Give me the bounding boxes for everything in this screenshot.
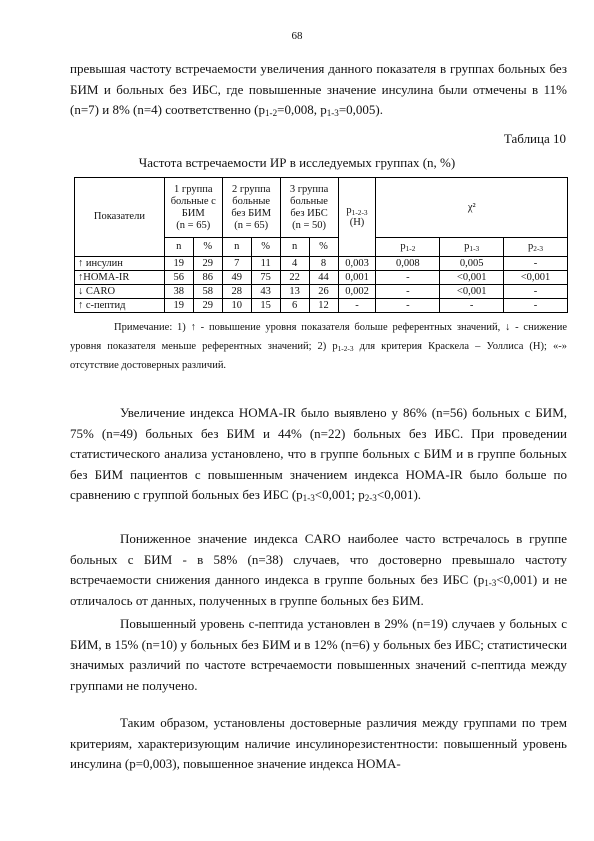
cell: 0,001 xyxy=(338,271,376,285)
header-p123: $p_{1-2-3}$ (H) xyxy=(338,178,376,257)
header-group2: 2 группа больные без БИМ (n = 65) xyxy=(222,178,280,238)
cell: 19 xyxy=(164,299,193,313)
cell: 7 xyxy=(222,257,251,271)
cell: - xyxy=(504,299,568,313)
header-group3: 3 группа больные без ИБС (n = 50) xyxy=(280,178,338,238)
cell: 15 xyxy=(251,299,280,313)
header-n: n xyxy=(222,238,251,257)
cell: 75 xyxy=(251,271,280,285)
intro-paragraph: превышая частоту встречаемости увеличения данного показателя в группах больных без БИМ и больных без ИБС, где повышенные значение инсулина были отмечены в 11% (n=7) и 8% (n=4) соответственно ($p_{1-2}=0,008$, $p_{1-3}=0,005$). xyxy=(70,61,567,118)
cell: 4 xyxy=(280,257,309,271)
page-number: 68 xyxy=(291,30,303,42)
cell: 38 xyxy=(164,285,193,299)
cell: - xyxy=(504,257,568,271)
table-row xyxy=(75,299,568,313)
cell: 86 xyxy=(193,271,222,285)
cell: <0,001 xyxy=(440,285,504,299)
cell: <0,001 xyxy=(440,271,504,285)
cell: 12 xyxy=(309,299,338,313)
cell: 11 xyxy=(251,257,280,271)
cell: 44 xyxy=(309,271,338,285)
header-chi: χ² xyxy=(376,178,568,238)
cell: 29 xyxy=(193,257,222,271)
table-note: Примечание: 1) ↑ - повышение уровня показателя больше референтных значений, ↓ - снижение уровня показателя меньше референтных значений; 2) $p_{1-2-3}$ для критерия Краскела – Уоллиса (H); «-» отсутствие достоверных различий. xyxy=(70,322,567,371)
header-group1: 1 группа больные с БИМ (n = 65) xyxy=(164,178,222,238)
header-p12: $p_{1-2}$ xyxy=(376,238,440,257)
table-row xyxy=(75,257,568,271)
cell: 43 xyxy=(251,285,280,299)
results-table xyxy=(74,177,568,313)
cell: 0,008 xyxy=(376,257,440,271)
header-pct: % xyxy=(309,238,338,257)
table-title: Частота встречаемости ИР в исследуемых группах (n, %) xyxy=(138,155,456,170)
cell: - xyxy=(440,299,504,313)
cell: 6 xyxy=(280,299,309,313)
cell: 0,005 xyxy=(440,257,504,271)
cell: 10 xyxy=(222,299,251,313)
header-n: n xyxy=(164,238,193,257)
cell: 26 xyxy=(309,285,338,299)
header-p13: $p_{1-3}$ xyxy=(440,238,504,257)
cell: 29 xyxy=(193,299,222,313)
row-label: ↑HOMA-IR xyxy=(75,271,165,285)
row-label: ↑ инсулин xyxy=(75,257,165,271)
cell: 8 xyxy=(309,257,338,271)
cell: 49 xyxy=(222,271,251,285)
paragraph-homa: Увеличение индекса HOMA-IR было выявлено у 86% (n=56) больных с БИМ, 75% (n=49) больных без БИМ и 44% (n=22) больных без ИБС. При проведении статистического анализа установлено, что в группе больных с БИМ и в группе больных без БИМ пациентов с повышенным значением индекса HOMA-IR было больше по сравнению с группой больных без ИБС ($p_{1-3}<0,001$; $p_{2-3}<0,001$). xyxy=(70,405,567,503)
cell: 19 xyxy=(164,257,193,271)
paragraph-caro: Пониженное значение индекса CARO наиболее часто встречалось в группе больных с БИМ - в 58% (n=38) случаев, что достоверно превышало частоту встречаемости снижения данного индекса в группе больных без ИБС $(p_{1-3}<0,001)$ и не отличалось от данных, полученных в группе больных без БИМ. xyxy=(70,531,567,608)
cell: 58 xyxy=(193,285,222,299)
paragraph-conclusion: Таким образом, установлены достоверные различия между группами по трем критериям, характеризующим наличие инсулинорезистентности: повышенный уровень инсулина (p=0,003), повышенное значение индекса HOMA- xyxy=(70,715,567,771)
header-pct: % xyxy=(251,238,280,257)
cell: <0,001 xyxy=(504,271,568,285)
cell: - xyxy=(376,299,440,313)
cell: 28 xyxy=(222,285,251,299)
row-label: ↑ с-пептид xyxy=(75,299,165,313)
cell: 0,002 xyxy=(338,285,376,299)
cell: 13 xyxy=(280,285,309,299)
header-pct: % xyxy=(193,238,222,257)
paragraph-c-peptide: Повышенный уровень с-пептида установлен в 29% (n=19) случаев у больных с БИМ, в 15% (n=10) у больных без БИМ и в 12% (n=6) у больных без ИБС; статистически значимых различий по частоте встречаемости повышенных значений с-пептида между группами не получено. xyxy=(70,616,567,693)
table-row xyxy=(75,271,568,285)
row-label: ↓ CARO xyxy=(75,285,165,299)
cell: - xyxy=(376,271,440,285)
header-p23: $p_{2-3}$ xyxy=(504,238,568,257)
table-label: Таблица 10 xyxy=(503,131,566,146)
table-row xyxy=(75,285,568,299)
cell: 0,003 xyxy=(338,257,376,271)
cell: - xyxy=(338,299,376,313)
header-n: n xyxy=(280,238,309,257)
cell: 56 xyxy=(164,271,193,285)
cell: - xyxy=(376,285,440,299)
cell: 22 xyxy=(280,271,309,285)
cell: - xyxy=(504,285,568,299)
header-indicator: Показатели xyxy=(75,178,165,257)
